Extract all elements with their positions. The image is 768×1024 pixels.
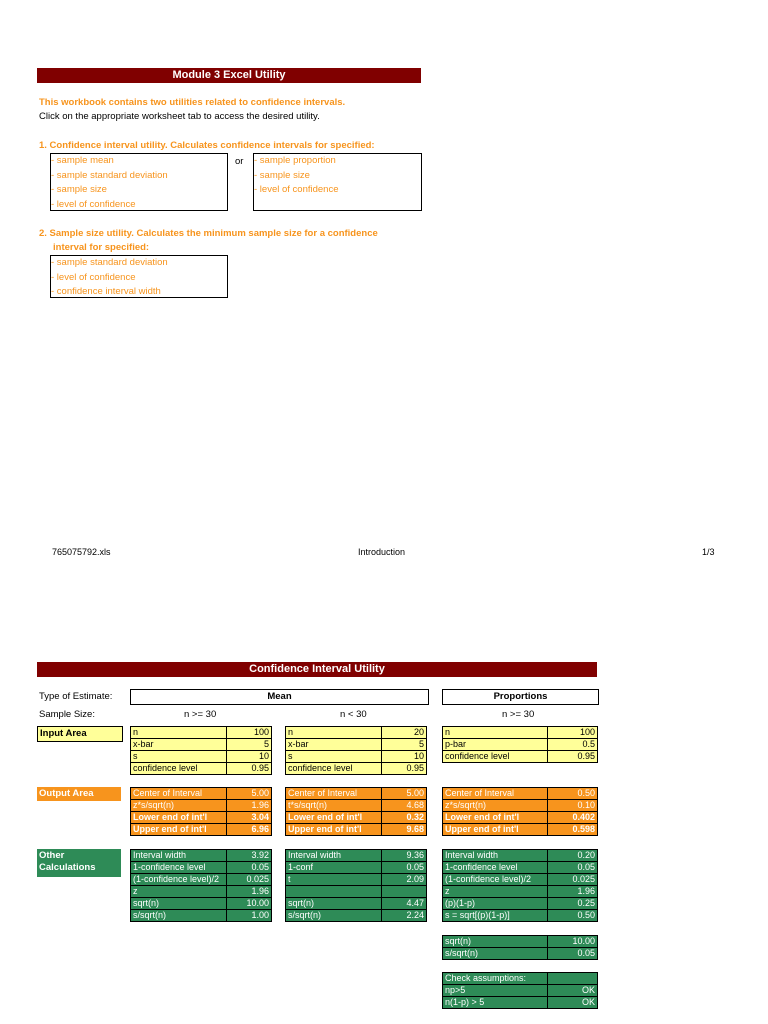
table-row — [443, 973, 598, 985]
intro-heading: This workbook contains two utilities related to confidence intervals. — [39, 97, 346, 108]
footer-sheet: Introduction — [358, 547, 406, 557]
row-label: (1-confidence level)/2 — [443, 874, 548, 886]
table-row — [131, 751, 272, 763]
row-value: 10.00 — [226, 898, 271, 910]
row-label: Upper end of int'l — [443, 824, 548, 836]
row-label: sqrt(n) — [443, 936, 548, 948]
row-label: (1-confidence level)/2 — [131, 874, 227, 886]
item2-heading-cont: interval for specified: — [53, 242, 150, 253]
table-row — [286, 824, 427, 836]
row-value: 9.36 — [381, 850, 426, 862]
row-value: 6.96 — [226, 824, 271, 836]
table-row — [131, 862, 272, 874]
input-area-label: Input Area — [37, 726, 123, 742]
table-row — [131, 824, 272, 836]
proportion-list-box — [253, 153, 422, 211]
item2-heading: 2. Sample size utility. Calculates the minimum sample size for a confidence — [39, 228, 378, 239]
box-list-item: - sample size — [51, 184, 107, 195]
row-value: OK — [548, 997, 598, 1009]
table-row — [443, 751, 598, 763]
row-label: Upper end of int'l — [131, 824, 227, 836]
row-value: 5 — [226, 739, 271, 751]
row-label: z — [131, 886, 227, 898]
row-value: 0.05 — [548, 948, 598, 960]
box-list-item: - level of confidence — [51, 271, 136, 283]
row-label — [286, 886, 382, 898]
row-value: 4.47 — [381, 898, 426, 910]
table-row — [131, 800, 272, 812]
input-table-proportion — [442, 726, 598, 763]
table-row — [286, 751, 427, 763]
row-label: s = sqrt[(p)(1-p)] — [443, 910, 548, 922]
row-label: Center of Interval — [286, 788, 382, 800]
row-value: 0.50 — [548, 788, 598, 800]
row-label: confidence level — [443, 751, 548, 763]
row-label: np>5 — [443, 985, 548, 997]
other-table-proportion — [442, 849, 598, 922]
footer-file: 765075792.xls — [52, 547, 111, 557]
table-row — [131, 812, 272, 824]
row-value: 5 — [381, 739, 426, 751]
row-value: 10.00 — [548, 936, 598, 948]
row-value: 1.96 — [226, 886, 271, 898]
row-label: z*s/sqrt(n) — [131, 800, 227, 812]
table-row — [443, 862, 598, 874]
table-row — [131, 763, 272, 775]
box-list-item: - sample size — [254, 169, 310, 181]
sample-size-b: n < 30 — [340, 709, 367, 720]
other-label-line1: Other — [39, 850, 65, 861]
box-list-item: - level of confidence — [254, 184, 339, 195]
table-row — [443, 824, 598, 836]
row-value: 0.50 — [548, 910, 598, 922]
other-table-mean-large — [130, 849, 272, 922]
row-value: 0.95 — [548, 751, 598, 763]
row-value: 20 — [381, 727, 426, 739]
output-table-mean-large — [130, 787, 272, 836]
row-value: 100 — [226, 727, 271, 739]
table-row — [443, 985, 598, 997]
assumptions-table-proportion — [442, 972, 598, 1009]
row-value: 0.20 — [548, 850, 598, 862]
row-label: s — [131, 751, 227, 763]
row-value: 10 — [226, 751, 271, 763]
mean-header: Mean — [130, 689, 429, 705]
table-row — [443, 850, 598, 862]
box-list-item: - confidence interval width — [51, 286, 161, 297]
table-row — [443, 812, 598, 824]
row-label: confidence level — [131, 763, 227, 775]
type-of-estimate-label: Type of Estimate: — [39, 691, 113, 702]
row-label: confidence level — [286, 763, 382, 775]
output-table-proportion — [442, 787, 598, 836]
table-row — [443, 898, 598, 910]
row-label: 1-confidence level — [131, 862, 227, 874]
row-label: s/sqrt(n) — [443, 948, 548, 960]
row-value: 0.10 — [548, 800, 598, 812]
row-label: Lower end of int'l — [443, 812, 548, 824]
row-value: 2.24 — [381, 910, 426, 922]
table-row — [286, 862, 427, 874]
table-row — [286, 727, 427, 739]
row-value: 0.95 — [381, 763, 426, 775]
row-value: 0.5 — [548, 739, 598, 751]
row-value: 2.09 — [381, 874, 426, 886]
table-row — [131, 874, 272, 886]
table-row — [131, 898, 272, 910]
row-label: z*s/sqrt(n) — [443, 800, 548, 812]
row-label: sqrt(n) — [286, 898, 382, 910]
row-label: n — [286, 727, 382, 739]
row-label: z — [443, 886, 548, 898]
row-label: n — [443, 727, 548, 739]
table-row — [443, 739, 598, 751]
row-value: 1.96 — [226, 800, 271, 812]
row-label: Lower end of int'l — [286, 812, 382, 824]
row-value: 0.025 — [548, 874, 598, 886]
row-label: Interval width — [286, 850, 382, 862]
table-row — [286, 788, 427, 800]
table-row — [443, 936, 598, 948]
table-row — [131, 788, 272, 800]
row-label: 1-confidence level — [443, 862, 548, 874]
row-label: n — [131, 727, 227, 739]
row-label: x-bar — [131, 739, 227, 751]
row-value: 9.68 — [381, 824, 426, 836]
row-value: 0.05 — [548, 862, 598, 874]
table-row — [286, 739, 427, 751]
table-row — [443, 800, 598, 812]
table-row — [286, 800, 427, 812]
row-value: 0.05 — [381, 862, 426, 874]
row-label: s — [286, 751, 382, 763]
proportions-header: Proportions — [442, 689, 599, 705]
footer-page: 1/3 — [702, 547, 715, 557]
box-list-item: - level of confidence — [51, 198, 136, 210]
other-label-line2: Calculations — [39, 862, 96, 873]
other-calculations-label — [37, 849, 121, 877]
row-label: Upper end of int'l — [286, 824, 382, 836]
row-label: t — [286, 874, 382, 886]
output-table-mean-small — [285, 787, 427, 836]
row-value: 5.00 — [226, 788, 271, 800]
table-row — [443, 910, 598, 922]
module-banner: Module 3 Excel Utility — [37, 68, 421, 83]
row-label: Center of Interval — [443, 788, 548, 800]
row-label: t*s/sqrt(n) — [286, 800, 382, 812]
row-value: 1.00 — [226, 910, 271, 922]
table-row — [443, 874, 598, 886]
row-label: sqrt(n) — [131, 898, 227, 910]
box-list-item: - sample mean — [51, 155, 114, 166]
table-row — [443, 788, 598, 800]
row-label: x-bar — [286, 739, 382, 751]
row-label: Check assumptions: — [443, 973, 548, 985]
mean-list-box — [50, 153, 228, 211]
row-label: Interval width — [443, 850, 548, 862]
sample-size-label: Sample Size: — [39, 709, 95, 720]
input-table-mean-small — [285, 726, 427, 775]
table-row — [131, 910, 272, 922]
row-value: 0.025 — [226, 874, 271, 886]
row-label: n(1-p) > 5 — [443, 997, 548, 1009]
input-table-mean-large — [130, 726, 272, 775]
table-row — [286, 910, 427, 922]
table-row — [443, 997, 598, 1009]
row-value: 3.04 — [226, 812, 271, 824]
row-label: p-bar — [443, 739, 548, 751]
row-value: OK — [548, 985, 598, 997]
sample-size-a: n >= 30 — [184, 709, 217, 720]
table-row — [286, 874, 427, 886]
row-value: 1.96 — [548, 886, 598, 898]
sample-size-list-box — [50, 255, 228, 298]
row-label: Interval width — [131, 850, 227, 862]
row-value: 4.68 — [381, 800, 426, 812]
row-label: 1-conf — [286, 862, 382, 874]
row-value: 5.00 — [381, 788, 426, 800]
sample-size-c: n >= 30 — [502, 709, 535, 720]
table-row — [286, 763, 427, 775]
table-row — [131, 739, 272, 751]
row-value: 10 — [381, 751, 426, 763]
row-value — [381, 886, 426, 898]
extra-table-proportion — [442, 935, 598, 960]
row-value: 3.92 — [226, 850, 271, 862]
output-area-label: Output Area — [37, 787, 121, 801]
row-value: 0.95 — [226, 763, 271, 775]
row-value: 100 — [548, 727, 598, 739]
row-value: 0.05 — [226, 862, 271, 874]
box-list-item: - sample proportion — [254, 155, 336, 166]
table-row — [131, 850, 272, 862]
table-row — [286, 812, 427, 824]
table-row — [286, 898, 427, 910]
row-label: Center of Interval — [131, 788, 227, 800]
row-value: 0.32 — [381, 812, 426, 824]
intro-text: Click on the appropriate worksheet tab to access the desired utility. — [39, 111, 320, 122]
table-row — [131, 886, 272, 898]
row-value: 0.25 — [548, 898, 598, 910]
or-text: or — [235, 156, 244, 167]
row-label: Lower end of int'l — [131, 812, 227, 824]
ci-utility-banner: Confidence Interval Utility — [37, 662, 597, 677]
row-label: s/sqrt(n) — [131, 910, 227, 922]
row-value: 0.598 — [548, 824, 598, 836]
table-row — [443, 727, 598, 739]
box-list-item: - sample standard deviation — [51, 257, 168, 268]
table-row — [286, 850, 427, 862]
other-table-mean-small — [285, 849, 427, 922]
row-value: 0.402 — [548, 812, 598, 824]
table-row — [443, 948, 598, 960]
item1-heading: 1. Confidence interval utility. Calculates confidence intervals for specified: — [39, 140, 375, 151]
box-list-item: - sample standard deviation — [51, 169, 168, 181]
table-row — [443, 886, 598, 898]
row-label: s/sqrt(n) — [286, 910, 382, 922]
table-row — [131, 727, 272, 739]
row-value — [548, 973, 598, 985]
table-row — [286, 886, 427, 898]
row-label: (p)(1-p) — [443, 898, 548, 910]
